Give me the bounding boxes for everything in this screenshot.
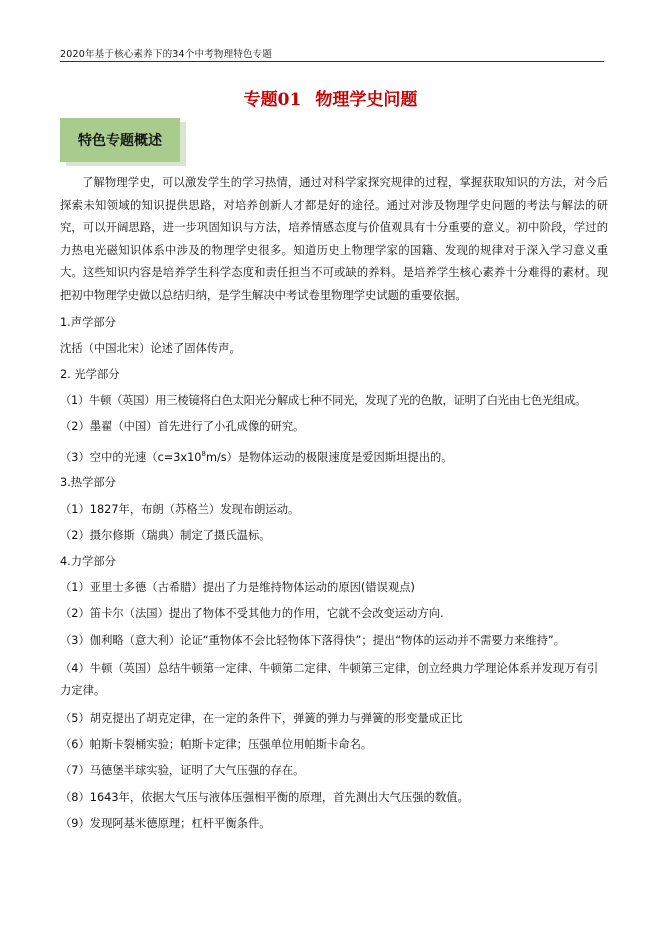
list-item: （5）胡克提出了胡克定律，在一定的条件下，弹簧的弹力与弹簧的形变量成正比 (60, 711, 463, 725)
exponent: 8 (201, 449, 206, 458)
list-item: （4）牛顿（英国）总结牛顿第一定律、牛顿第二定律、牛顿第三定律，创立经典力学理论体系并发现万有引力定律。 (60, 661, 599, 697)
title-topic-number: 专题01 (243, 90, 302, 110)
list-item: （1）亚里士多德（古希腊）提出了力是维持物体运动的原因(错误观点) (60, 581, 415, 595)
list-item: （9）发现阿基米德原理；杠杆平衡条件。 (60, 816, 271, 830)
section-heading-acoustics: 1.声学部分 (60, 315, 116, 329)
header-divider (60, 61, 604, 62)
running-header: 2020年基于核心素养下的34个中考物理特色专题 (60, 49, 273, 60)
list-item: （7）马德堡半球实验，证明了大气压强的存在。 (60, 764, 305, 778)
list-item: （1）1827年，布朗（苏格兰）发现布朗运动。 (60, 502, 300, 516)
list-item: （6）帕斯卡裂桶实验；帕斯卡定律；压强单位用帕斯卡命名。 (60, 738, 373, 752)
list-item: （2）摄尔修斯（瑞典）制定了摄氏温标。 (60, 528, 271, 542)
section-heading-thermal: 3.热学部分 (60, 476, 116, 490)
list-item: （1）牛顿（英国）用三棱镜将白色太阳光分解成七种不同光，发现了光的色散，证明了白光由七色光组成。 (60, 394, 587, 408)
document-body (60, 172, 608, 841)
list-item: （3）伽利略（意大利）论证“重物体不会比轻物体下落得快”；提出“物体的运动并不需要力来维持”。 (60, 633, 566, 647)
intro-paragraph: 了解物理学史，可以激发学生的学习热情，通过对科学家探究规律的过程，掌握获取知识的方法，对今后探索未知领域的知识提供思路，对培养创新人才都是好的途径。通过对涉及物理学史问题的考法与解法的研究，可以开阔思路，进一步巩固知识与方法，培养情感态度与价值观具有十分重要的意义。初中阶段，学过的力热电光磁知识体系中涉及的物理学史很多。知道历史上物理学家的国籍、发现的规律对于深入学习意义重大。这些知识内容是培养学生科学态度和责任担当不可或缺的养料。是培养学生核心素养十分难得的素材。现把初中物理学史做以总结归纳，是学生解决中考试卷里物理学史试题的重要依据。 (60, 176, 608, 302)
item-text: m/s）是物体运动的极限速度是爱因斯坦提出的。 (205, 450, 453, 464)
list-item (60, 445, 608, 467)
list-item: （8）1643年，依据大气压与液体压强相平衡的原理，首先测出大气压强的数值。 (60, 790, 469, 804)
section-banner: 特色专题概述 (60, 118, 180, 162)
list-item: （2）墨翟（中国）首先进行了小孔成像的研究。 (60, 420, 305, 434)
section-heading-mechanics: 4.力学部分 (60, 555, 116, 569)
page-title (0, 85, 661, 110)
item-text: （3）空中的光速（c=3x10 (60, 450, 202, 464)
title-topic-name: 物理学史问题 (315, 90, 418, 110)
list-item: （2）笛卡尔（法国）提出了物体不受其他力的作用，它就不会改变运动方向. (60, 607, 444, 621)
list-item: 沈括（中国北宋）论述了固体传声。 (60, 341, 241, 355)
section-heading-optics: 2. 光学部分 (60, 367, 120, 381)
